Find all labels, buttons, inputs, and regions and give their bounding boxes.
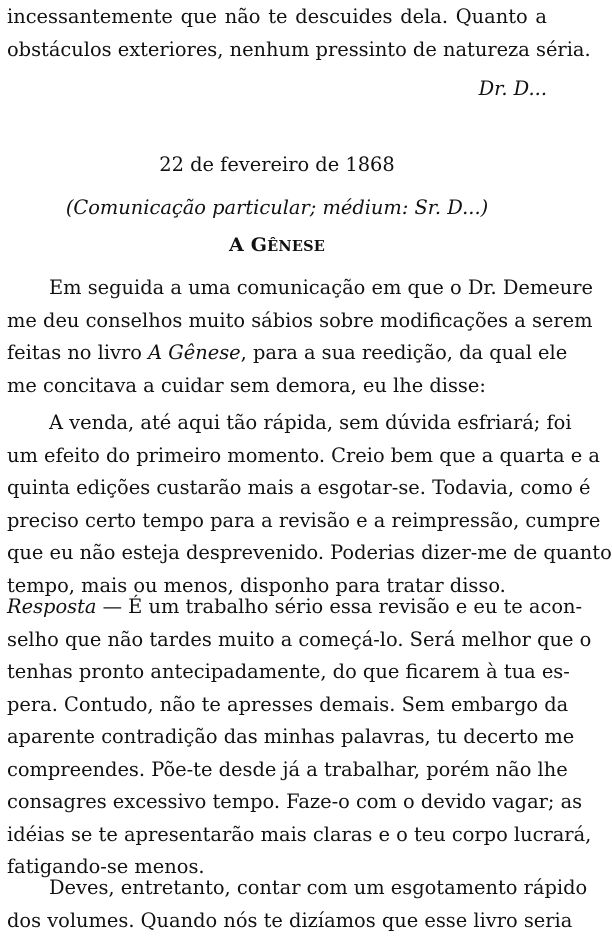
- text-line: um efeito do primeiro momento. Creio bem que a quarta e a: [7, 443, 600, 467]
- paragraph-1: [7, 272, 594, 402]
- top-paragraph: [7, 1, 591, 106]
- text-line: idéias se te apresentarão mais claras e o teu corpo lucrará,: [7, 822, 592, 846]
- text-line: Em seguida a uma comunicação em que o Dr. Demeure: [49, 276, 594, 299]
- signature: Dr. D...: [478, 77, 547, 100]
- text-line: aparente contradição das minhas palavras, tu decerto me: [7, 725, 575, 748]
- text-line: que eu não esteja desprevenido. Poderias dizer-me de quanto: [7, 541, 612, 564]
- paragraph-2: [7, 407, 612, 602]
- text-line: consagres excessivo tempo. Faze-o com o devido vagar; as: [7, 790, 583, 813]
- text-line: me concitava a cuidar sem demora, eu lhe disse:: [7, 373, 486, 397]
- section-title: [7, 229, 547, 264]
- text-line: [7, 591, 583, 624]
- text-segment: — É um trabalho sério essa revisão e eu te acon-: [96, 595, 583, 618]
- text-line: me deu conselhos muito sábios sobre modificações a serem: [7, 308, 593, 332]
- text-line: compreendes. Põe-te desde já a trabalhar, porém não lhe: [7, 757, 568, 781]
- text-segment: , para a sua reedição, da qual ele: [240, 341, 568, 364]
- text-line: quinta edições custarão mais a esgotar-se. Todavia, como é: [7, 476, 591, 499]
- title-smallcaps: ÊNESE: [267, 238, 326, 255]
- text-segment: feitas no livro: [7, 341, 149, 364]
- text-line: incessantemente que não te descuides dela. Quanto a: [7, 5, 547, 28]
- paragraph-3: [7, 591, 592, 884]
- date-heading: 22 de fevereiro de 1868: [159, 153, 395, 176]
- book-title: A Gênese: [148, 341, 241, 364]
- text-line: pera. Contudo, não te apresses demais. Sem embargo da: [7, 692, 569, 716]
- section-subtitle: (Comunicação particular; médium: Sr. D...): [65, 196, 489, 219]
- text-line: fatigando-se menos.: [7, 855, 205, 878]
- text-line: preciso certo tempo para a revisão e a reimpressão, cumpre: [7, 508, 601, 532]
- title-first: A G: [228, 234, 268, 256]
- text-line: [7, 337, 568, 370]
- paragraph-4: [7, 872, 588, 937]
- text-line: dos volumes. Quando nós te dizíamos que esse livro seria: [7, 908, 573, 932]
- text-line: tempo, mais ou menos, disponho para tratar disso.: [7, 573, 506, 597]
- text-line: tenhas pronto antecipadamente, do que ficarem à tua es-: [7, 660, 570, 683]
- text-line: obstáculos exteriores, nenhum pressinto de natureza séria.: [7, 37, 591, 61]
- text-line: selho que não tardes muito a começá-lo. Será melhor que o: [7, 627, 592, 651]
- response-label: Resposta: [7, 595, 97, 618]
- text-line: Deves, entretanto, contar com um esgotamento rápido: [49, 876, 588, 899]
- text-line: A venda, até aqui tão rápida, sem dúvida esfriará; foi: [49, 411, 572, 434]
